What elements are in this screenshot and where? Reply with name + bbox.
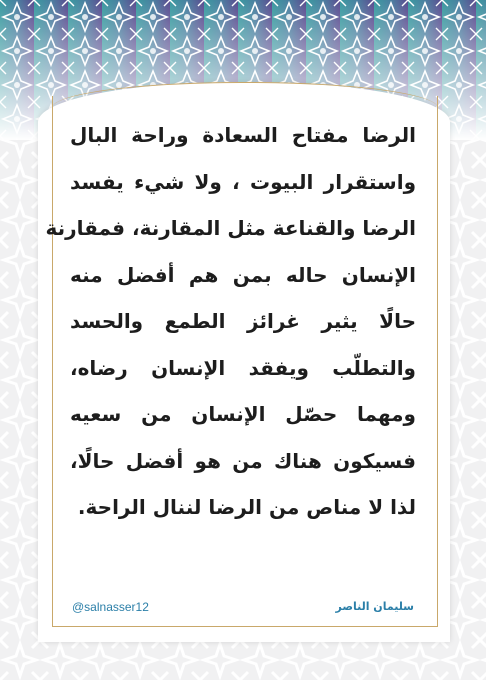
poem-line: الإنسان حاله بمن هم أفضل منه: [70, 262, 416, 287]
poem-line: الرضا مفتاح السعادة وراحة البال: [70, 123, 416, 147]
twitter-handle: @salnasser12: [72, 600, 149, 614]
poem-line: والتطلّب ويفقد الإنسان رضاه،: [70, 355, 416, 380]
poem-text: [45, 112, 416, 531]
poem-line: ومهما حصّل الإنسان من سعيه: [70, 402, 416, 426]
poem-line: لذا لا مناص من الرضا لننال الراحة.: [77, 495, 416, 519]
author-name: سليمان الناصر: [335, 600, 414, 613]
poem-line: الرضا والقناعة مثل المقارنة، فمقارنة: [45, 216, 416, 240]
poem-line: واستقرار البيوت ، ولا شيء يفسد: [70, 169, 416, 194]
poem-line: حالًا يثير غرائز الطمع والحسد: [70, 309, 416, 333]
poem-line: فسيكون هناك من هو أفضل حالًا،: [70, 448, 416, 473]
